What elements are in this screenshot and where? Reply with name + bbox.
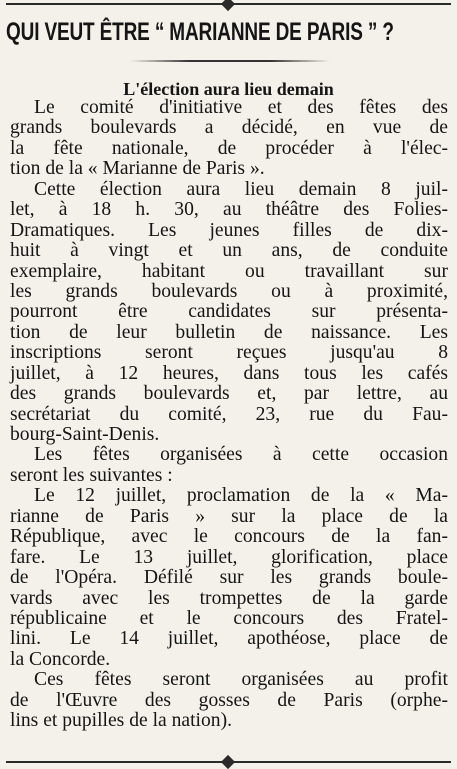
article-line: les grands boulevards ou à proximité, [10, 280, 448, 302]
article-line: Dramatiques. Les jeunes filles de dix- [10, 219, 448, 241]
subheadline: L'élection aura lieu demain [123, 79, 334, 99]
article-line: républicaine et le concours des Fratel- [10, 607, 448, 629]
article-line: la fête nationale, de procéder à l'élec- [10, 137, 448, 159]
article-line: pourront être candidates sur présenta- [10, 301, 448, 323]
top-ornament [221, 0, 235, 11]
article-line: bourg-Saint-Denis. [10, 424, 160, 445]
article-line: Les fêtes organisées à cette occasion [34, 444, 448, 466]
article-line: de l'Opéra. Défilé sur les grands boule- [10, 567, 448, 589]
article-line: Le 12 juillet, proclamation de la « Ma- [34, 485, 448, 507]
article-line: inscriptions seront reçues jusqu'au 8 [10, 342, 448, 364]
headline-divider [130, 60, 330, 62]
article-line: tion de la « Marianne de Paris ». [10, 158, 265, 180]
article-line: grands boulevards a décidé, en vue de [10, 117, 448, 139]
article-line: de l'Œuvre des gosses de Paris (orphe- [10, 689, 448, 711]
article-body [10, 98, 448, 732]
headline: QUI VEUT ÊTRE “ MARIANNE DE PARIS ” ? [6, 18, 394, 46]
article-line: la Concorde. [10, 648, 111, 670]
article-line: des grands boulevards et, par lettre, au [10, 383, 448, 405]
article-line: secrétariat du comité, 23, rue du Fau- [10, 403, 448, 425]
article-line: République, avec le concours de la fan- [10, 526, 448, 548]
article-line: Le comité d'initiative et des fêtes des [34, 97, 448, 118]
article-line: Cette élection aura lieu demain 8 juil- [34, 178, 448, 200]
article-line: lini. Le 14 juillet, apothéose, place de [10, 628, 448, 650]
article-line: rianne de Paris » sur la place de la [10, 505, 448, 527]
article-line: exemplaire, habitant ou travaillant sur [10, 260, 448, 282]
article-line: let, à 18 h. 30, au théâtre des Folies- [10, 199, 448, 221]
article-line: vards avec les trompettes de la garde [10, 587, 448, 609]
article-line: seront les suivantes : [10, 464, 173, 486]
article-line: tion de leur bulletin de naissance. Les [10, 321, 448, 343]
article-line: juillet, à 12 heures, dans tous les cafés [10, 362, 448, 384]
article-line: Ces fêtes seront organisées au profit [34, 669, 448, 691]
article-line: lins et pupilles de la nation). [10, 710, 233, 732]
article-line: fare. Le 13 juillet, glorification, place [10, 546, 448, 568]
article-line: huit à vingt et un ans, de conduite [10, 240, 448, 262]
